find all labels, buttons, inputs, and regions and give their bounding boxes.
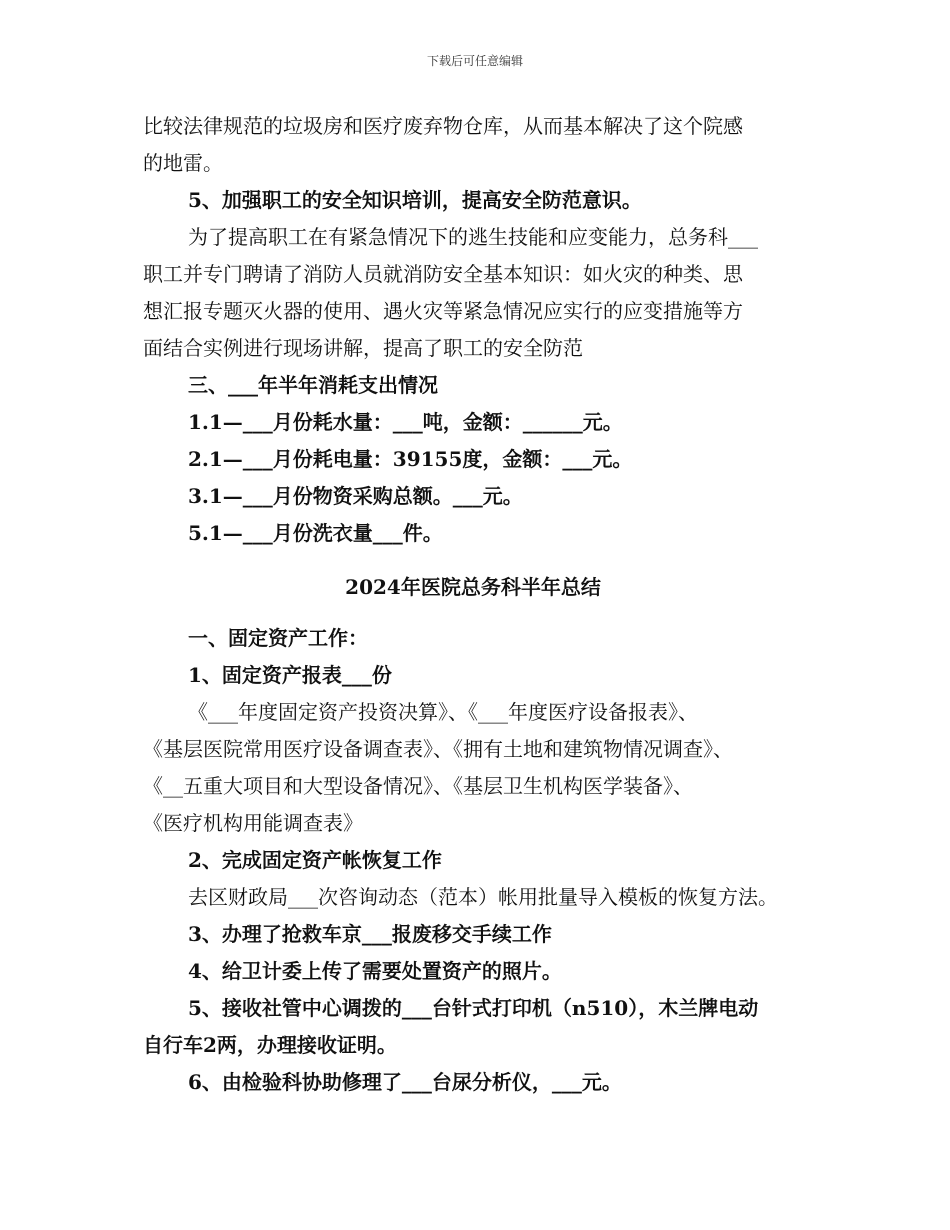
document-title: 2024年医院总务科半年总结	[345, 575, 601, 599]
paragraph-line: 《基层医院常用医疗设备调查表》、《拥有土地和建筑物情况调查》、	[143, 737, 733, 761]
item-heading: 5、接收社管中心调拨的___台针式打印机（n510），木兰牌电动	[188, 996, 759, 1020]
consumption-line: 2.1—___月份耗电量：39155度，金额：___元。	[188, 447, 633, 471]
paragraph-line: 为了提高职工在有紧急情况下的逃生技能和应变能力，总务科___	[188, 225, 758, 249]
paragraph-line: 职工并专门聘请了消防人员就消防安全基本知识：如火灾的种类、思	[143, 262, 743, 286]
page-header: 下载后可任意编辑	[426, 54, 523, 68]
paragraph-line: 自行车2两，办理接收证明。	[143, 1033, 397, 1057]
item-heading: 5、加强职工的安全知识培训，提高安全防范意识。	[188, 188, 642, 212]
item-heading: 2、完成固定资产帐恢复工作	[188, 848, 442, 872]
paragraph-line: 面结合实例进行现场讲解，提高了职工的安全防范	[143, 336, 583, 360]
consumption-line: 3.1—___月份物资采购总额。___元。	[188, 484, 523, 508]
item-heading: 1、固定资产报表___份	[188, 663, 392, 687]
paragraph-line: 《___年度固定资产投资决算》、《___年度医疗设备报表》、	[188, 700, 698, 724]
consumption-line: 1.1—___月份耗水量：___吨，金额：______元。	[188, 410, 623, 434]
paragraph-line: 《__五重大项目和大型设备情况》、《基层卫生机构医学装备》、	[143, 774, 693, 798]
paragraph-line: 比较法律规范的垃圾房和医疗废弃物仓库，从而基本解决了这个院感	[143, 114, 743, 138]
paragraph-line: 去区财政局___次咨询动态（范本）帐用批量导入模板的恢复方法。	[188, 885, 778, 909]
paragraph-line: 《医疗机构用能调查表》	[143, 811, 363, 835]
section-heading: 一、固定资产工作：	[188, 626, 368, 650]
document-body	[143, 108, 823, 1101]
section-heading: 三、___年半年消耗支出情况	[188, 373, 438, 397]
item-heading: 3、办理了抢救车京___报废移交手续工作	[188, 922, 552, 946]
consumption-line: 5.1—___月份洗衣量___件。	[188, 521, 443, 545]
item-heading: 6、由检验科协助修理了___台尿分析仪，___元。	[188, 1070, 622, 1094]
paragraph-line: 想汇报专题灭火器的使用、遇火灾等紧急情况应实行的应变措施等方	[143, 299, 743, 323]
paragraph-line: 的地雷。	[143, 151, 223, 175]
item-heading: 4、给卫计委上传了需要处置资产的照片。	[188, 959, 562, 983]
